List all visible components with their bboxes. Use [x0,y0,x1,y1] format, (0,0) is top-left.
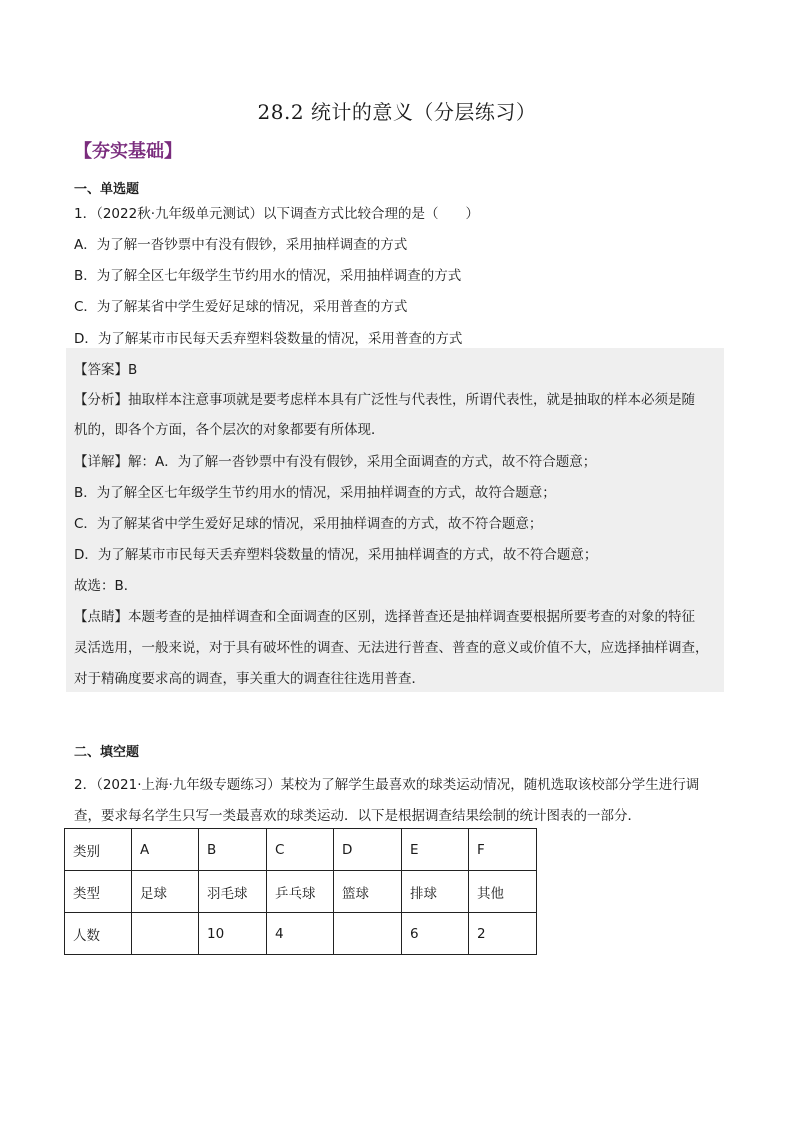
detail-line: 【详解】解：A．为了解一沓钞票中有没有假钞，采用全面调查的方式，故不符合题意； [74,454,597,470]
table-cell: D [334,829,402,871]
table-cell: 乒乓球 [267,871,334,913]
table-cell: A [132,829,199,871]
detail-line: D．为了解某市市民每天丢弃塑料袋数量的情况，采用抽样调查的方式，故不符合题意； [74,547,598,563]
table-cell: 2 [469,913,537,955]
table-cell: 人数 [65,913,132,955]
table-cell: E [402,829,469,871]
comment-line: 【点睛】本题考查的是抽样调查和全面调查的区别，选择普查还是抽样调查要根据所要考查的对象的特征 [74,609,695,625]
table-cell: 6 [402,913,469,955]
question-1: 1．（2022秋·九年级单元测试）以下调查方式比较合理的是（ ） [74,206,479,222]
option-b: B．为了解全区七年级学生节约用水的情况，采用抽样调查的方式 [74,268,462,284]
page-title: 28.2 统计的意义（分层练习） [257,100,537,124]
table-row [65,871,537,913]
question-2-line: 2．（2021·上海·九年级专题练习）某校为了解学生最喜欢的球类运动情况，随机选取该校部分学生进行调 [74,777,700,793]
table-cell: C [267,829,334,871]
table-cell: 篮球 [334,871,402,913]
section-label: 【夯实基础】 [74,141,182,162]
detail-line: B．为了解全区七年级学生节约用水的情况，采用抽样调查的方式，故符合题意； [74,485,556,501]
table-cell: 羽毛球 [199,871,267,913]
table-cell [132,913,199,955]
table-cell: 10 [199,913,267,955]
table-cell: 足球 [132,871,199,913]
detail-line: C．为了解某省中学生爱好足球的情况，采用抽样调查的方式，故不符合题意； [74,516,543,532]
choice-line: 故选：B． [74,578,138,594]
part1-heading: 一、单选题 [74,182,140,197]
question-2-line: 查，要求每名学生只写一类最喜欢的球类运动．以下是根据调查结果绘制的统计图表的一部分． [74,808,641,824]
option-c: C．为了解某省中学生爱好足球的情况，采用普查的方式 [74,299,408,315]
analysis-line: 【分析】抽取样本注意事项就是要考虑样本具有广泛性与代表性，所谓代表性，就是抽取的样本必须是随 [74,392,695,408]
part2-heading: 二、填空题 [74,745,140,760]
comment-line: 灵活选用，一般来说，对于具有破坏性的调查、无法进行普查、普查的意义或价值不大，应选择抽样调查， [74,640,709,656]
table-row [65,829,537,871]
table-cell: F [469,829,537,871]
table-cell: B [199,829,267,871]
table-cell: 其他 [469,871,537,913]
table-row [65,913,537,955]
table-cell [334,913,402,955]
survey-table [64,828,537,955]
answer-explanation-box [66,348,724,692]
table-cell: 4 [267,913,334,955]
table-cell: 排球 [402,871,469,913]
comment-line: 对于精确度要求高的调查，事关重大的调查往往选用普查． [74,671,425,687]
option-a: A．为了解一沓钞票中有没有假钞，采用抽样调查的方式 [74,237,408,253]
option-d: D．为了解某市市民每天丢弃塑料袋数量的情况，采用普查的方式 [74,331,463,347]
answer-line: 【答案】B [74,362,138,378]
analysis-line: 机的，即各个方面，各个层次的对象都要有所体现． [74,422,385,438]
table-cell: 类型 [65,871,132,913]
table-cell: 类别 [65,829,132,871]
